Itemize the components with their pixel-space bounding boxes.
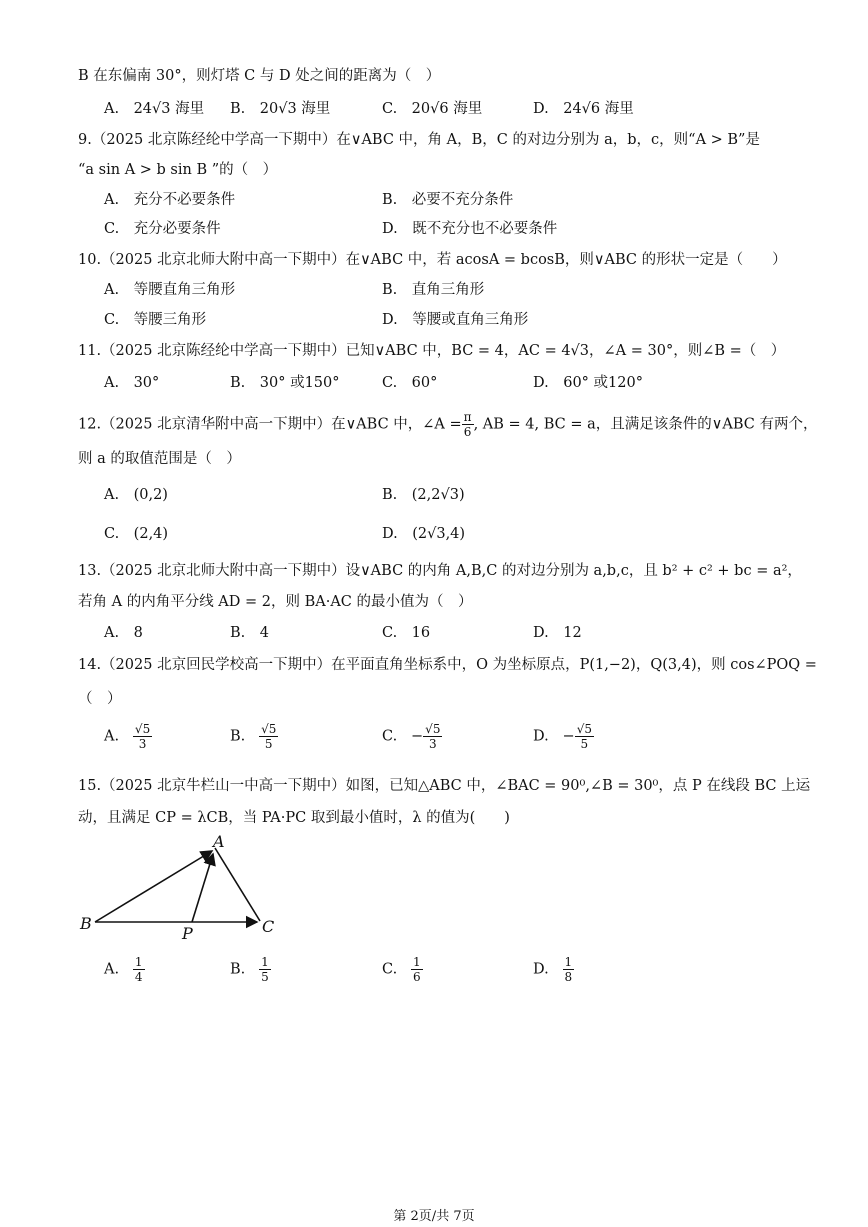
q15-option-b: B. $\frac{1}{5}$ [230, 955, 269, 984]
q14-option-b: B. $\frac{√5}{5}$ [230, 722, 277, 751]
q10-line1: 10.（2025 北京北师大附中高一下期中）在∨ABC 中，若 acosA = bcosB，则∨ABC 的形状一定是（ ） [78, 252, 787, 268]
q8-option-a: A. 24√3 海里 [104, 101, 205, 117]
q8-option-c: C. 20√6 海里 [382, 101, 483, 117]
q12-option-d: D. (2√3,4) [382, 526, 466, 542]
q14-line1: 14.（2025 北京回民学校高一下期中）在平面直角坐标系中，O 为坐标原点，P(1,−2)，Q(3,4)，则 cos∠POQ = [78, 657, 817, 673]
q15-line2: 动，且满足 CP = λCB，当 PA·PC 取到最小值时，λ 的值为( ) [78, 810, 510, 826]
q8-option-d: D. 24√6 海里 [533, 101, 634, 117]
q13-option-d: D. 12 [533, 625, 582, 641]
q10-option-d: D. 等腰或直角三角形 [382, 312, 529, 328]
q9-option-d: D. 既不充分也不必要条件 [382, 221, 558, 237]
q12-line1 [78, 410, 817, 439]
q9-option-c: C. 充分必要条件 [104, 221, 221, 237]
q10-option-a: A. 等腰直角三角形 [104, 282, 236, 298]
q11-option-d: D. 60° 或120° [533, 375, 643, 391]
q11-line1: 11.（2025 北京陈经纶中学高一下期中）已知∨ABC 中，BC = 4，AC = 4√3，∠A = 30°，则∠B =（ ） [78, 343, 786, 359]
q12-option-a: A. (0,2) [104, 487, 168, 503]
q10-option-c: C. 等腰三角形 [104, 312, 207, 328]
q9-option-b: B. 必要不充分条件 [382, 192, 514, 208]
q11-option-b: B. 30° 或150° [230, 375, 340, 391]
q13-line2: 若角 A 的内角平分线 AD = 2，则 BA·AC 的最小值为（ ） [78, 594, 473, 610]
q11-option-a: A. 30° [104, 375, 160, 391]
q11-option-c: C. 60° [382, 375, 438, 391]
q15-option-a: A. $\frac{1}{4}$ [104, 955, 143, 984]
label-b: B [80, 914, 92, 933]
q15-option-d: D. $\frac{1}{8}$ [533, 955, 573, 984]
q14-option-c: C. − $\frac{√5}{3}$ [382, 722, 441, 751]
q9-option-a: A. 充分不必要条件 [104, 192, 236, 208]
q10-option-b: B. 直角三角形 [382, 282, 485, 298]
q12-line1-end: , AB = 4, BC = a，且满足该条件的∨ABC 有两个， [473, 416, 818, 433]
segment-ac [215, 848, 260, 921]
label-a: A [213, 832, 225, 851]
q9-line2: “a sin A > b sin B ”的（ ） [78, 162, 278, 178]
q13-option-b: B. 4 [230, 625, 269, 641]
q13-option-a: A. 8 [104, 625, 143, 641]
triangle-figure [70, 832, 300, 947]
q14-line2: （ ） [78, 691, 122, 707]
q9-line1: 9.（2025 北京陈经纶中学高一下期中）在∨ABC 中，角 A，B，C 的对边分别为 a，b，c，则“A > B”是 [78, 132, 760, 148]
q15-option-c: C. $\frac{1}{6}$ [382, 955, 421, 984]
label-c: C [262, 917, 275, 936]
q13-line1: 13.（2025 北京北师大附中高一下期中）设∨ABC 的内角 A,B,C 的对边分别为 a,b,c，且 b² + c² + bc = a²， [78, 563, 802, 579]
page-number: 第 2页/共 7页 [393, 1209, 475, 1224]
q14-option-a: A. $\frac{√5}{3}$ [104, 722, 151, 751]
q8-stem: B 在东偏南 30°，则灯塔 C 与 D 处之间的距离为（ ） [78, 68, 441, 84]
q12-option-c: C. (2,4) [104, 526, 169, 542]
q14-option-d: D. − $\frac{√5}{5}$ [533, 722, 592, 751]
q8-option-b: B. 20√3 海里 [230, 101, 331, 117]
segment-ba [95, 851, 212, 922]
q13-option-c: C. 16 [382, 625, 431, 641]
segment-pa [192, 854, 213, 922]
label-p: P [182, 924, 193, 943]
q15-line1: 15.（2025 北京牛栏山一中高一下期中）如图，已知△ABC 中，∠BAC = 90⁰,∠B = 30⁰，点 P 在线段 BC 上运 [78, 778, 811, 794]
q12-angle-fraction: $\frac{\pi}{6}$ [463, 410, 472, 439]
q12-line1-start: 12.（2025 北京清华附中高一下期中）在∨ABC 中，∠A = [78, 416, 462, 433]
q12-option-b: B. (2,2√3) [382, 487, 465, 503]
q12-line2: 则 a 的取值范围是（ ） [78, 451, 241, 467]
